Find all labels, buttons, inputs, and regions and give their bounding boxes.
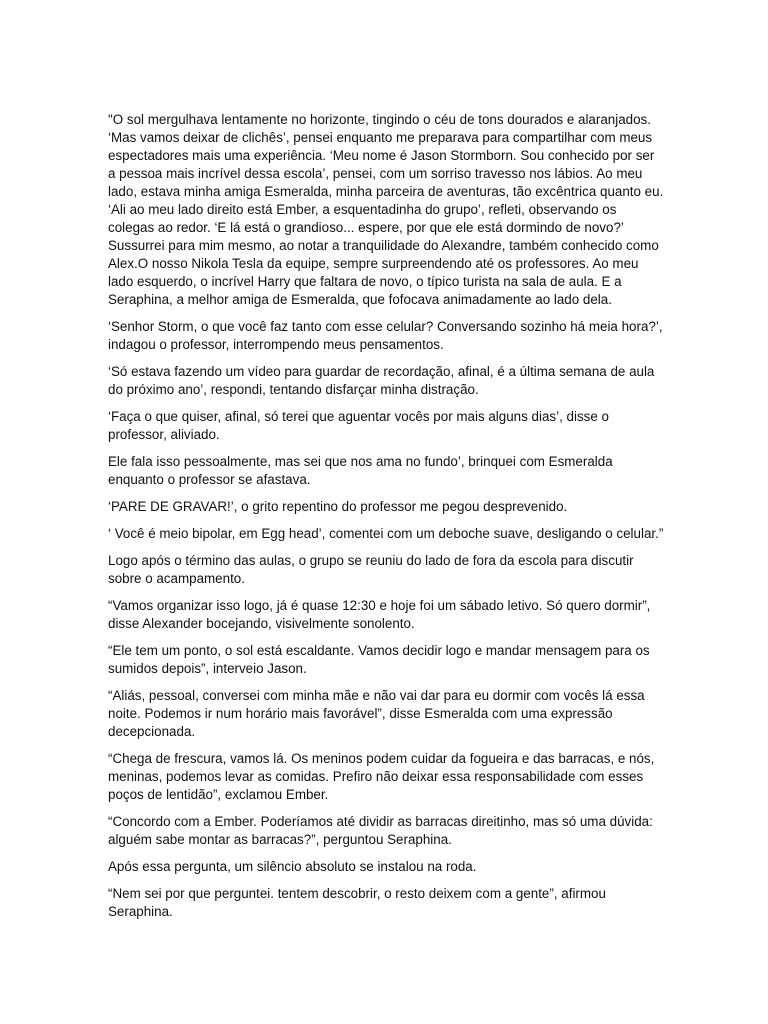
- paragraph-13: “Concordo com a Ember. Poderíamos até dividir as barracas direitinho, mas só uma dúvida: alguém sabe montar as barracas?”, perguntou Seraphina.: [108, 814, 653, 847]
- paragraph-11: “Aliás, pessoal, conversei com minha mãe e não vai dar para eu dormir com vocês lá essa noite. Podemos ir num horário mais favorável”, disse Esmeralda com uma expressão decepcionada.: [108, 688, 645, 739]
- paragraph-14: Após essa pergunta, um silêncio absoluto se instalou na roda.: [108, 859, 477, 874]
- paragraph-10: “Ele tem um ponto, o sol está escaldante. Vamos decidir logo e mandar mensagem para os sumidos depois”, interveio Jason.: [108, 643, 650, 676]
- paragraph-7: ‘ Você é meio bipolar, em Egg head’, comentei com um deboche suave, desligando o celular.”: [108, 526, 664, 541]
- paragraph-3: ‘Só estava fazendo um vídeo para guardar de recordação, afinal, é a última semana de aula do próximo ano’, respondi, tentando disfarçar minha distração.: [108, 364, 655, 397]
- document-body: [108, 111, 664, 930]
- paragraph-5: Ele fala isso pessoalmente, mas sei que nos ama no fundo’, brinquei com Esmeralda enquanto o professor se afastava.: [108, 454, 613, 487]
- paragraph-8: Logo após o término das aulas, o grupo se reuniu do lado de fora da escola para discutir sobre o acampamento.: [108, 553, 634, 586]
- paragraph-9: “Vamos organizar isso logo, já é quase 12:30 e hoje foi um sábado letivo. Só quero dormir”, disse Alexander bocejando, visivelmente sonolento.: [108, 598, 651, 631]
- paragraph-12: “Chega de frescura, vamos lá. Os meninos podem cuidar da fogueira e das barracas, e nós, meninas, podemos levar as comidas. Prefiro não deixar essa responsabilidade com esses poços de lentidão”, exclamou Ember.: [108, 751, 655, 802]
- paragraph-1: "O sol mergulhava lentamente no horizonte, tingindo o céu de tons dourados e alaranjados. ‘Mas vamos deixar de clichês’, pensei enquanto me preparava para compartilhar com meus espectadores mais uma experiência. ‘Meu nome é Jason Stormborn. Sou conhecido por ser a pessoa mais incrível dessa escola’, pensei, com um sorriso travesso nos lábios. Ao meu lado, estava minha amiga Esmeralda, minha parceira de aventuras, tão excêntrica quanto eu. ‘Ali ao meu lado direito está Ember, a esquentadinha do grupo’, refleti, observando os colegas ao redor. ‘E lá está o grandioso... espere, por que ele está dormindo de novo?’ Sussurrei para mim mesmo, ao notar a tranquilidade do Alexandre, também conhecido como Alex.O nosso Nikola Tesla da equipe, sempre surpreendendo até os professores. Ao meu lado esquerdo, o incrível Harry que faltara de novo, o típico turista na sala de aula. E a Seraphina, a melhor amiga de Esmeralda, que fofocava animadamente ao lado dela.: [108, 112, 664, 307]
- paragraph-4: ‘Faça o que quiser, afinal, só terei que aguentar vocês por mais alguns dias’, disse o professor, aliviado.: [108, 409, 609, 442]
- paragraph-15: “Nem sei por que perguntei. tentem descobrir, o resto deixem com a gente”, afirmou Seraphina.: [108, 886, 606, 919]
- paragraph-2: ‘Senhor Storm, o que você faz tanto com esse celular? Conversando sozinho há meia hora?’, indagou o professor, interrompendo meus pensamentos.: [108, 319, 663, 352]
- paragraph-6: ‘PARE DE GRAVAR!’, o grito repentino do professor me pegou desprevenido.: [108, 499, 568, 514]
